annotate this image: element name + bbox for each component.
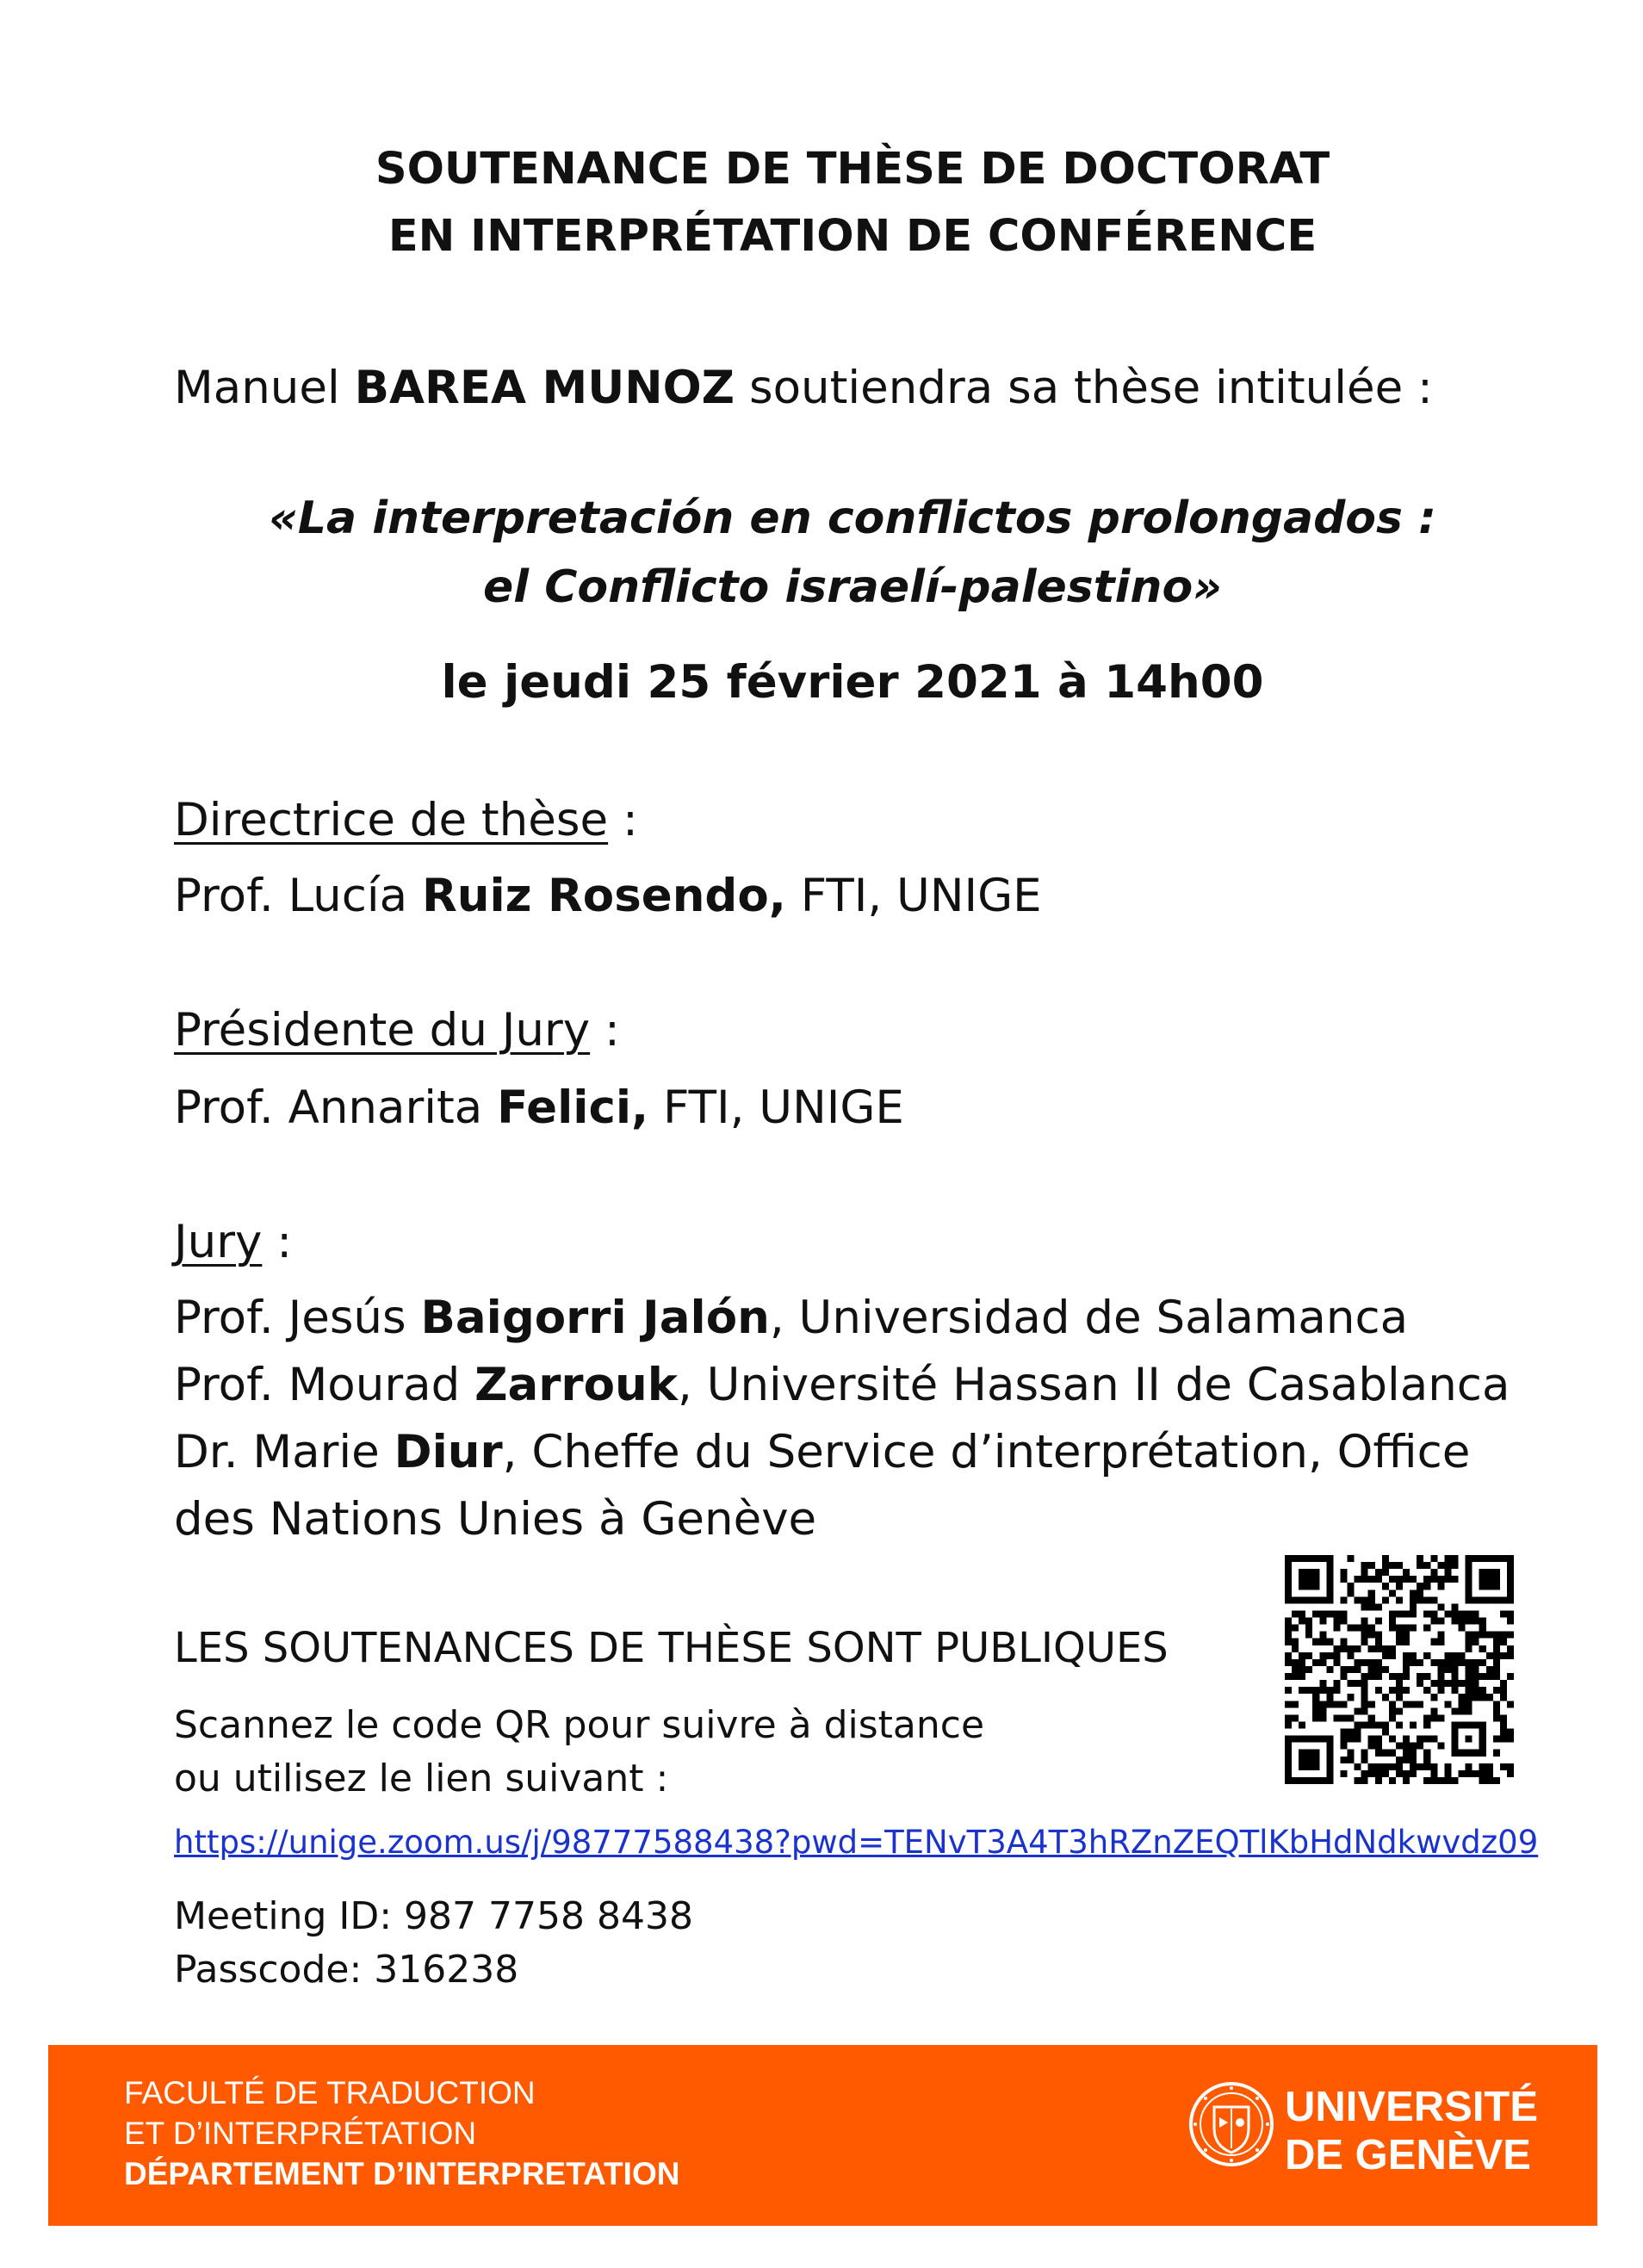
public-notice: LES SOUTENANCES DE THÈSE SONT PUBLIQUES — [174, 1624, 1169, 1672]
scan-instruction-1: Scannez le code QR pour suivre à distance — [174, 1703, 985, 1747]
candidate-first-name: Manuel — [174, 362, 340, 414]
thesis-title-line-1: «La interpretación en conflictos prolongados : — [269, 493, 1436, 544]
candidate-suffix: soutiendra sa thèse intitulée : — [748, 362, 1433, 414]
page-title — [0, 136, 1643, 270]
jury-member-name: Zarrouk — [474, 1359, 678, 1411]
department-name: DÉPARTEMENT D’INTERPRETATION — [124, 2156, 680, 2191]
university-seal-icon — [1188, 2081, 1274, 2167]
jury-member-suffix: , Université Hassan II de Casablanca — [677, 1359, 1510, 1411]
director-heading-line — [174, 794, 638, 846]
director-line — [174, 870, 1042, 922]
faculty-line-2: ET D’INTERPRÉTATION — [124, 2116, 477, 2151]
jury-member — [174, 1292, 1408, 1344]
candidate-last-name: BAREA MUNOZ — [354, 362, 735, 414]
jury-heading-line — [174, 1216, 292, 1268]
jury-member-prefix: Dr. Marie — [174, 1426, 394, 1478]
jury-member — [174, 1359, 1510, 1411]
president-heading-line — [174, 1004, 620, 1057]
jury-heading: Jury — [174, 1216, 263, 1268]
jury-member-continuation: des Nations Unies à Genève — [174, 1493, 817, 1546]
jury-member-prefix: Prof. Mourad — [174, 1359, 475, 1411]
jury-member-name: Baigorri Jalón — [420, 1292, 770, 1344]
passcode: Passcode: 316238 — [174, 1948, 519, 1992]
thesis-title-line-2: el Conflicto israelí-palestino» — [483, 561, 1222, 613]
title-line-1: SOUTENANCE DE THÈSE DE DOCTORAT — [375, 144, 1330, 195]
defense-date: le jeudi 25 février 2021 à 14h00 — [441, 656, 1264, 709]
director-prefix: Prof. Lucía — [174, 870, 422, 922]
jury-member — [174, 1426, 1470, 1478]
president-heading: Présidente du Jury — [174, 1004, 591, 1057]
faculty-name — [124, 2073, 679, 2194]
scan-instruction-2: ou utilisez le lien suivant : — [174, 1757, 669, 1800]
candidate-line — [174, 362, 1433, 414]
meeting-id: Meeting ID: 987 7758 8438 — [174, 1894, 693, 1938]
director-suffix: FTI, UNIGE — [785, 870, 1042, 922]
president-line — [174, 1081, 904, 1134]
footer-banner — [48, 2045, 1597, 2226]
director-colon: : — [608, 794, 638, 846]
jury-member-suffix: , Universidad de Salamanca — [769, 1292, 1409, 1344]
jury-member-prefix: Prof. Jesús — [174, 1292, 421, 1344]
qr-code — [1285, 1555, 1514, 1784]
president-colon: : — [590, 1004, 620, 1057]
president-name: Felici, — [497, 1081, 649, 1134]
president-suffix: FTI, UNIGE — [648, 1081, 904, 1134]
university-name-line-1: UNIVERSITÉ — [1285, 2084, 1539, 2130]
zoom-link[interactable]: https://unige.zoom.us/j/98777588438?pwd=TENvT3A4T3hRZnZEQTlKbHdNdkwvdz09 — [174, 1824, 1539, 1861]
university-name — [1285, 2083, 1538, 2179]
faculty-line-1: FACULTÉ DE TRADUCTION — [124, 2075, 536, 2110]
jury-member-name: Diur — [394, 1426, 503, 1478]
director-name: Ruiz Rosendo, — [421, 870, 786, 922]
jury-colon: : — [262, 1216, 293, 1268]
jury-member-suffix: , Cheffe du Service d’interprétation, Office — [502, 1426, 1471, 1478]
title-line-2: EN INTERPRÉTATION DE CONFÉRENCE — [388, 211, 1318, 262]
university-name-line-2: DE GENÈVE — [1285, 2132, 1531, 2178]
director-heading: Directrice de thèse — [174, 794, 609, 846]
president-prefix: Prof. Annarita — [174, 1081, 498, 1134]
